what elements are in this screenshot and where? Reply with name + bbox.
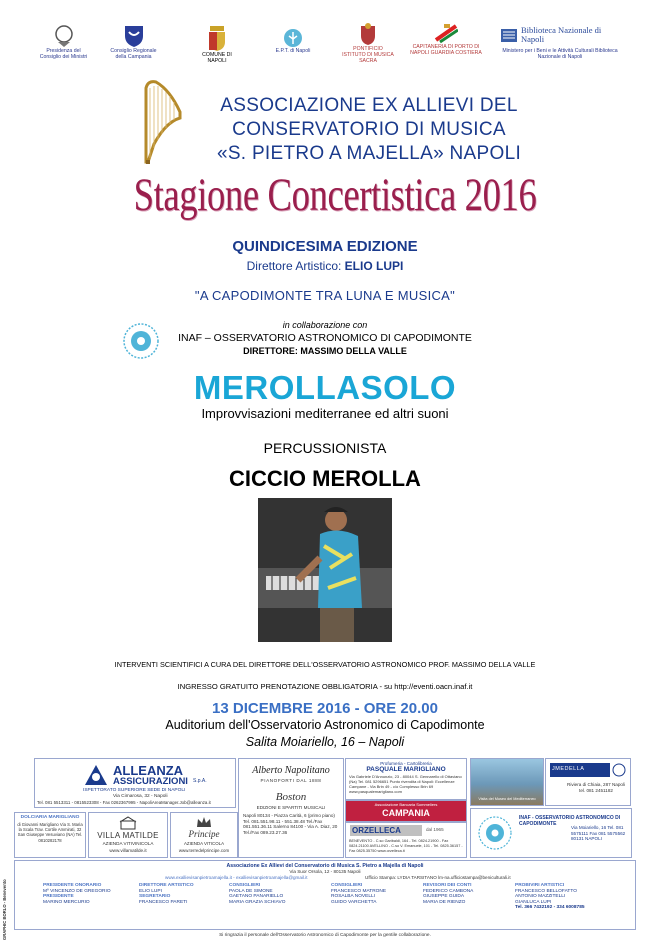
sponsor-jmedella: JMEDELLA Riviera di Chiaia, 287 Napoli tel. 081 2451182 xyxy=(545,758,631,806)
role-label: PERCUSSIONISTA xyxy=(263,440,387,456)
footer-col-6: PROBIVIRI ARTISTICI FRANCESCO BELLOFATTO ANTONIO MAZZITELLI GIANLUCA LUPI Tel. 366 7432192 - 334 6008785 xyxy=(515,883,585,911)
graphic-credit: GRAPHIC BORLO - Benevento xyxy=(2,879,7,940)
footer-box: Associazione Ex Allievi del Conservatorio di Musica S. Pietro a Majella di Napoli Via Suor Orsola, 12 - 80135 Napoli www.exallievisanpietroamajella.it - exallievisanpietroamajella@gmail.it Ufficio Stampa: LYDIA TARSITANO lm-na.ufficiostampa@beniculturali.it PRESIDENTE ONORARIO Mº VINCENZO DE GREGORIO PRESIDENTE MARINO MERCURIO DIRETTORE ARTISTICO ELIO LUPI SEGRETARIO FRANCESCO PARETI CONSIGLIERI PAOLA DE SIMONE GAETANO PANARIELLO MARIA GRAZIA SCHIAVO CONSIGLIERI FRANCESCO MATRONE ROSALBA NOVELLI GUIDO VARCHETTA REVISORI DEI CONTI FEDERICO CAMBONA GIUSEPPE GUIDA MARIA DE RIENZO PROBIVIRI ARTISTICI FRANCESCO BELLOFATTO ANTONIO MAZZITELLI GIANLUCA LUPI Tel. 366 7432192 - 334 6008785 xyxy=(14,860,636,930)
ingresso-note: INGRESSO GRATUITO PRENOTAZIONE OBBLIGATORIA - su http://eventi.oacn.inaf.it xyxy=(177,682,473,691)
edition: QUINDICESIMA EDIZIONE xyxy=(232,238,418,255)
logo-presidenza: Presidenza del Consiglio dei Ministri xyxy=(36,24,91,60)
sponsor-mediterraneo: Visita del Museo del Mediterraneo xyxy=(470,758,544,806)
footer-col-4: CONSIGLIERI FRANCESCO MATRONE ROSALBA NOVELLI GUIDO VARCHETTA xyxy=(331,883,387,905)
sponsor-villa-matilde: VILLA MATILDE AZIENDA VITIVINICOLA www.villamatilde.it xyxy=(88,812,168,858)
sponsor-orzelleca: ORZELLECA dal 1965 BENEVENTO - C.so Garibaldi, 164 - Tel. 0824.21900 - Fax 0824.21100 AVELLINO - C.so V. Emanuele, 101 - Tel. 0825.36157 - Fax 0825.35750 www.orzelleca.it xyxy=(345,822,467,858)
papal-crest-icon xyxy=(358,22,378,46)
library-icon xyxy=(500,26,518,44)
performer-silhouette-icon xyxy=(258,498,392,642)
footer-col-3: CONSIGLIERI PAOLA DE SIMONE GAETANO PANARIELLO MARIA GRAZIA SCHIAVO xyxy=(229,883,286,905)
sponsor-dolciaria: DOLCIARIA MARIGLIANO di Giovanni Marigliano Via S. Maria la Scala Trav. Cortile Ammirati, 32 San Giuseppe Vesuviano (NA) Tel. 0810282178 xyxy=(14,812,86,858)
sponsor-inaf: INAF - OSSERVATORIO ASTRONOMICO DI CAPODIMONTE Via Moiariello, 16 Tel. 081 5575111 Fax 081 5575562 80131 NAPOLI xyxy=(470,808,632,858)
show-subtitle: Improvvisazioni mediterranee ed altri suoni xyxy=(201,406,449,421)
performer-name: CICCIO MEROLLA xyxy=(229,466,421,491)
event-venue: Auditorium dell'Osservatorio Astronomico di Capodimonte xyxy=(165,718,485,732)
inaf-sponsor-logo-icon xyxy=(477,815,513,851)
logo-consiglio-regionale: Consiglio Regionale della Campania xyxy=(106,24,161,60)
collab-org: INAF – OSSERVATORIO ASTRONOMICO DI CAPODIMONTE xyxy=(178,332,472,344)
event-date: 13 DICEMBRE 2016 - ORE 20.00 xyxy=(212,700,438,717)
season-title: Stagione Concertistica 2016 xyxy=(133,169,537,221)
crown-icon xyxy=(196,816,212,828)
crest-icon xyxy=(206,24,228,52)
association-title: ASSOCIAZIONE EX ALLIEVI DEL CONSERVATORIO DI MUSICA «S. PIETRO A MAJELLA» NAPOLI xyxy=(216,95,522,164)
sponsor-campania: Associazione Bancaria Sommeliers CAMPANIA xyxy=(345,800,467,822)
villa-icon xyxy=(119,816,137,830)
coast-guard-icon xyxy=(434,22,458,44)
footer-col-1: PRESIDENTE ONORARIO Mº VINCENZO DE GREGORIO PRESIDENTE MARINO MERCURIO xyxy=(43,883,111,905)
alleanza-logo-icon xyxy=(83,763,109,789)
jmedella-crest-icon xyxy=(612,763,626,777)
interventi-note: INTERVENTI SCIENTIFICI A CURA DEL DIRETTORE DELL'OSSERVATORIO ASTRONOMICO PROF. MASSIMO DELLA VALLE xyxy=(114,660,536,669)
logo-biblioteca: Biblioteca Nazionale di Napoli Ministero per i Beni e le Attività Culturali Biblioteca Nazionale di Napoli xyxy=(500,26,620,60)
event-address: Salita Moiariello, 16 – Napoli xyxy=(245,735,405,749)
collab-director: DIRETTORE: MASSIMO DELLA VALLE xyxy=(243,346,407,356)
logo-comune-napoli: COMUNE DI NAPOLI xyxy=(192,24,242,64)
logo-pontificio: PONTIFICIO ISTITUTO DI MUSICA SACRA xyxy=(342,22,394,64)
thanks-note: Si ringrazia il personale dell'Osservatorio Astronomico di Capodimonte per la gentile collaborazione. xyxy=(219,933,431,938)
sponsor-pasquale-marigliano: Profumeria - Cartolibreria PASQUALE MARIGLIANO Via Gabriele D'Annunzio, 23 - 80044 S. Gennarello di Ottaviano (Na) Tel. 081 5296651 Punto rivendita di Napoli: Eccellenze Campane - Via Brin 49 - c/o Complesso Brin 69 www.pasqualemarigliano.com xyxy=(345,758,467,800)
sponsor-principe: Principe AZIENDA VITICOLA www.terredelprincipe.com xyxy=(170,812,238,858)
sponsor-alleanza: ALLEANZA ASSICURAZIONI S.p.A. ISPETTORATO SUPERIORE SEDE DI NAPOLI Via Cimarosa, 32 - Napoli Tel. 081 5513311 - 0815523308 - Fax 0262367995 - NapoliAreaManager.Job@alleanza.it xyxy=(34,758,236,808)
collab-intro: in collaborazione con xyxy=(282,320,368,330)
tree-icon xyxy=(283,28,303,48)
emblem-icon xyxy=(54,24,74,48)
show-title: MEROLLASOLO xyxy=(193,369,457,406)
sponsor-alberto-napolitano: Alberto Napolitano PIANOFORTI DAL 1888 Boston EDIZIONI E SPARTITI MUSICALI Napoli 80134 - Piazza Carità, 6 (primo piano) Tel. 081.551.98.11 - 551.38.48 Tel./Fax 081.551.36.11 Salerno 84100 - Via A. Diaz, 20 Tel./Fax 089.23.27.36 xyxy=(238,758,344,858)
director-line: Direttore Artistico: ELIO LUPI xyxy=(246,259,404,273)
footer-col-5: REVISORI DEI CONTI FEDERICO CAMBONA GIUSEPPE GUIDA MARIA DE RIENZO xyxy=(423,883,474,905)
logo-ept: E.P.T. di Napoli xyxy=(268,28,318,54)
performer-photo xyxy=(258,498,392,642)
footer-col-2: DIRETTORE ARTISTICO ELIO LUPI SEGRETARIO FRANCESCO PARETI xyxy=(139,883,194,905)
event-subtitle: "A CAPODIMONTE TRA LUNA E MUSICA" xyxy=(194,288,456,303)
logo-capitaneria: CAPITANERIA DI PORTO DI NAPOLI GUARDIA COSTIERA xyxy=(410,22,482,56)
shield-icon xyxy=(123,24,145,48)
